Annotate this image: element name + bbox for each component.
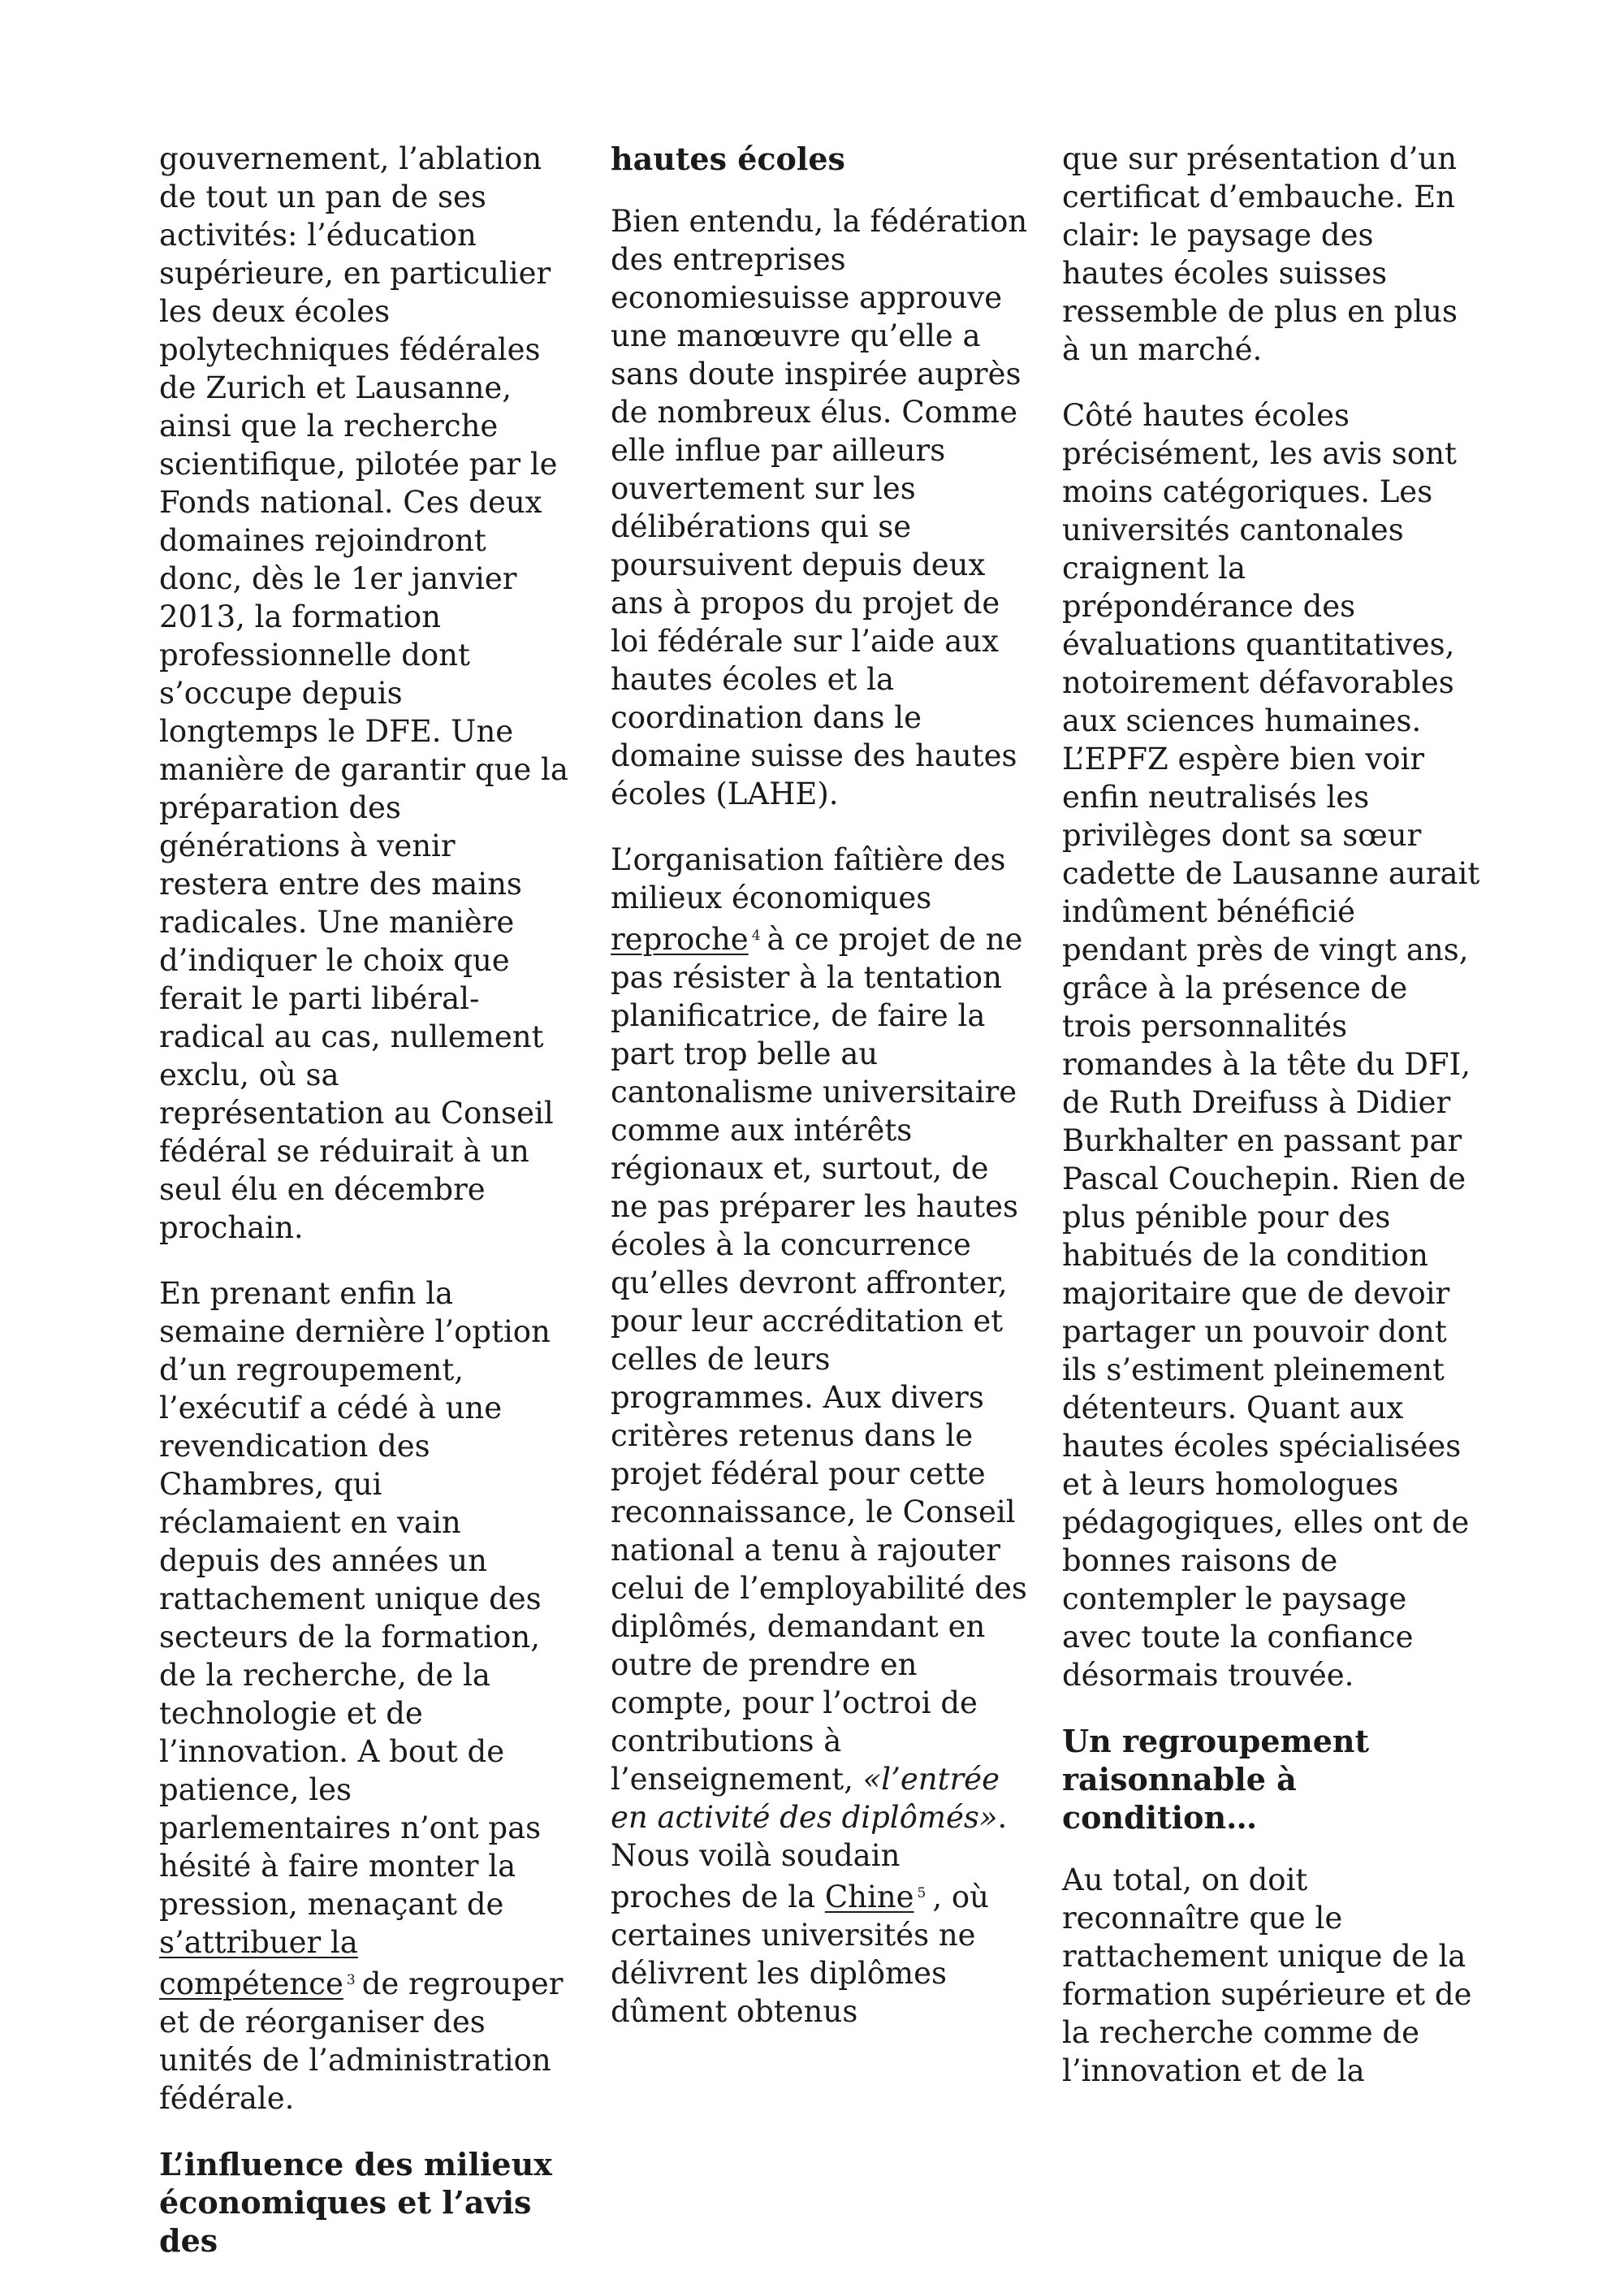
paragraph: Côté hautes écoles précisément, les avis sont moins catégoriques. Les universités cantonales craignent la prépondérance des évaluations quantitatives, notoirement défavorables aux sciences humaines. L’EPFZ espère bien voir enfin neutralisés les privilèges dont sa sœur cadette de Lausanne aurait indûment bénéficié pendant près de vingt ans, grâce à la présence de trois personnalités romandes à la tête du DFI, de Ruth Dreifuss à Didier Burkhalter en passant par Pascal Couchepin. Rien de plus pénible pour des habitués de la condition majoritaire que de devoir partager un pouvoir dont ils s’estiment pleinement détenteurs. Quant aux hautes écoles spécialisées et à leurs homologues pédagogiques, elles ont de bonnes raisons de contempler le paysage avec toute la confiance désormais trouvée. xyxy=(1062,398,1480,1693)
column-right xyxy=(1062,140,1484,2117)
quoted-text: «l’entrée en activité des diplômés» xyxy=(611,1762,1000,1835)
footnote-marker[interactable]: 4 xyxy=(751,928,761,944)
paragraph xyxy=(159,1274,569,2117)
paragraph: que sur présentation d’un certificat d’embauche. En clair: le paysage des hautes écoles suisses ressemble de plus en plus à un marché. xyxy=(1062,141,1458,367)
paragraph-text: L’organisation faîtière des milieux économiques xyxy=(611,842,1006,915)
column-left xyxy=(159,140,569,2284)
footnote-marker[interactable]: 3 xyxy=(346,1972,356,1988)
footnote-link-competence[interactable]: s’attribuer la compétence xyxy=(159,1925,358,2001)
footnote-link-reproche[interactable]: reproche xyxy=(611,922,749,957)
paragraph-text: à ce projet de ne pas résister à la tentation planificatrice, de faire la part trop belle au cantonalisme universitaire comme aux intérêts régionaux et, surtout, de ne pas préparer les hautes écoles à la concurrence qu’elles devront affronter, pour leur accréditation et celles de leurs programmes. Aux divers critères retenus dans le projet fédéral pour cette reconnaissance, le Conseil national a tenu à rajouter celui de l’employabilité des diplômés, demandant en outre de prendre en compte, pour l’octroi de contributions à l’enseignement, xyxy=(611,922,1027,1797)
paragraph-text: , où certaines universités ne délivrent les diplômes dûment obtenus xyxy=(611,1880,990,2029)
paragraph-text: de regrouper et de réorganiser des unités de l’administration fédérale. xyxy=(159,1966,564,2116)
footnote-marker[interactable]: 5 xyxy=(917,1885,926,1901)
paragraph: Au total, on doit reconnaître que le rattachement unique de la formation supérieure et de la recherche comme de l’innovation et de la xyxy=(1062,1862,1472,2088)
paragraph: Bien entendu, la fédération des entreprises economiesuisse approuve une manœuvre qu’elle a sans doute inspirée auprès de nombreux élus. Comme elle influe par ailleurs ouvertement sur les délibérations qui se poursuivent depuis deux ans à propos du projet de loi fédérale sur l’aide aux hautes écoles et la coordination dans le domaine suisse des hautes écoles (LAHE). xyxy=(611,204,1028,811)
paragraph xyxy=(611,841,1029,2031)
paragraph-text: . Nous voilà soudain proches de la xyxy=(611,1800,1008,1914)
column-middle xyxy=(611,140,1029,2058)
section-heading: Un regroupement raisonnable à condition… xyxy=(1062,1723,1370,1836)
section-heading-continued: hautes écoles xyxy=(611,141,845,177)
paragraph-text: En prenant enfin la semaine dernière l’option d’un regroupement, l’exécutif a cédé à une revendication des Chambres, qui réclamaient en vain depuis des années un rattachement unique des secteurs de la formation, de la recherche, de la technologie et de l’innovation. A bout de patience, les parlementaires n’ont pas hésité à faire monter la pression, menaçant de xyxy=(159,1276,551,1922)
footnote-link-chine[interactable]: Chine xyxy=(824,1880,914,1914)
section-heading: L’influence des milieux économiques et l’avis des xyxy=(159,2146,552,2259)
paragraph: gouvernement, l’ablation de tout un pan de ses activités: l’éducation supérieure, en particulier les deux écoles polytechniques fédérales de Zurich et Lausanne, ainsi que la recherche scientifique, pilotée par le Fonds national. Ces deux domaines rejoindront donc, dès le 1er janvier 2013, la formation professionnelle dont s’occupe depuis longtemps le DFE. Une manière de garantir que la préparation des générations à venir restera entre des mains radicales. Une manière d’indiquer le choix que ferait le parti libéral-radical au cas, nullement exclu, où sa représentation au Conseil fédéral se réduirait à un seul élu en décembre prochain. xyxy=(159,141,568,1245)
